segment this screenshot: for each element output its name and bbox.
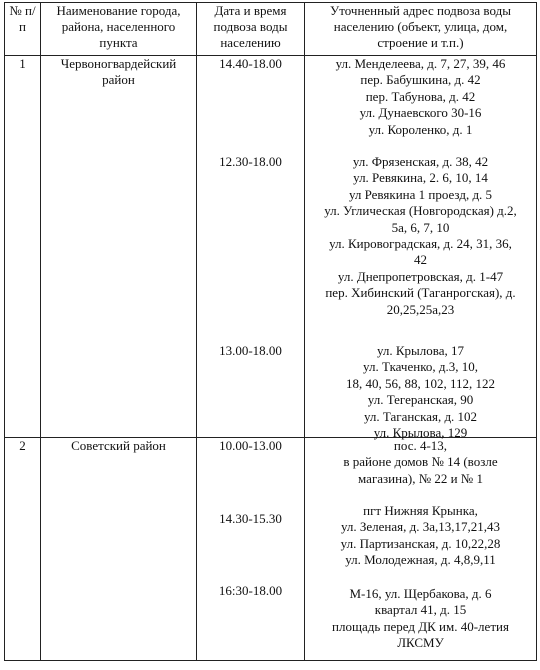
address-line: М-16, ул. Щербакова, д. 6	[349, 586, 492, 601]
address-line: магазина), № 22 и № 1	[358, 470, 483, 486]
address-line: ул. Тегеранская, 90	[367, 392, 474, 408]
header-city: Наименование города, района, населенного пункта	[41, 3, 197, 56]
address-line: ул. Дунаевского 30-16	[359, 105, 482, 121]
row-number: 2	[5, 438, 41, 661]
table-row	[5, 438, 537, 661]
address-line: 5а, 6, 7, 10	[391, 219, 450, 235]
address-block	[307, 586, 534, 652]
header-time: Дата и время подвоза воды населению	[197, 3, 305, 56]
address-cell	[305, 438, 537, 661]
time-slot: 12.30-18.00	[219, 154, 282, 169]
address-line: пос. 4-13,	[393, 438, 448, 453]
address-line: ул. Менделеева, д. 7, 27, 39, 46	[335, 56, 506, 71]
address-line: пгт Нижняя Крынка,	[363, 503, 478, 518]
time-slot: 14.30-15.30	[219, 511, 282, 526]
address-line: ул. Ткаченко, д.3, 10,	[363, 359, 478, 375]
address-line: 20,25,25а,23	[386, 301, 455, 317]
time-slot: 14.40-18.00	[219, 56, 282, 71]
address-line: ул. Молодежная, д. 4,8,9,11	[345, 552, 496, 568]
address-line: ул. Зеленая, д. 3а,13,17,21,43	[340, 519, 501, 535]
address-line: в районе домов № 14 (возле	[343, 454, 498, 470]
address-line: квартал 41, д. 15	[374, 602, 467, 618]
address-line: ул. Крылова, 17	[376, 343, 465, 358]
district-name: Червоногвардейский район	[41, 56, 197, 438]
address-line: ул. Фрязенская, д. 38, 42	[352, 154, 489, 169]
address-block	[307, 503, 534, 569]
address-line: 18, 40, 56, 88, 102, 112, 122	[345, 375, 496, 391]
table-row	[5, 56, 537, 438]
address-block	[307, 438, 534, 487]
time-slot: 13.00-18.00	[219, 343, 282, 358]
address-line: ул. Таганская, д. 102	[363, 408, 478, 424]
address-line: пер. Хибинский (Таганрогская), д.	[325, 285, 516, 301]
address-block	[307, 56, 534, 138]
address-line: ул. Крылова, 129	[373, 425, 468, 441]
address-line: ЛКСМУ	[397, 635, 444, 651]
time-cell	[197, 438, 305, 661]
address-line: ул. Кировоградская, д. 24, 31, 36,	[329, 236, 512, 252]
address-line: 42	[414, 252, 427, 268]
schedule-table	[4, 2, 537, 661]
time-slot: 16:30-18.00	[218, 583, 283, 598]
address-line: ул. Ревякина, 2. 6, 10, 14	[353, 170, 488, 186]
header-row	[5, 3, 537, 56]
time-cell	[197, 56, 305, 438]
address-line: пер. Бабушкина, д. 42	[360, 72, 481, 88]
address-line: ул. Днепропетровская, д. 1-47	[337, 268, 504, 284]
address-cell	[305, 56, 537, 441]
district-name: Советский район	[41, 438, 197, 661]
address-line: ул Ревякина 1 проезд, д. 5	[348, 186, 493, 202]
row-number: 1	[5, 56, 41, 438]
address-line: ул. Короленко, д. 1	[368, 121, 473, 137]
address-block	[307, 154, 534, 318]
address-line: пер. Табунова, д. 42	[365, 88, 476, 104]
address-line: ул. Углическая (Новгородская) д.2,	[324, 203, 517, 219]
time-slot: 10.00-13.00	[219, 438, 282, 453]
header-number: № п/п	[5, 3, 41, 56]
address-line: площадь перед ДК им. 40-летия	[332, 618, 509, 634]
address-block	[307, 343, 534, 441]
address-line: ул. Партизанская, д. 10,22,28	[340, 535, 501, 551]
header-address: Уточненный адрес подвоза воды населению (объект, улица, дом, строение и т.п.)	[305, 3, 537, 56]
